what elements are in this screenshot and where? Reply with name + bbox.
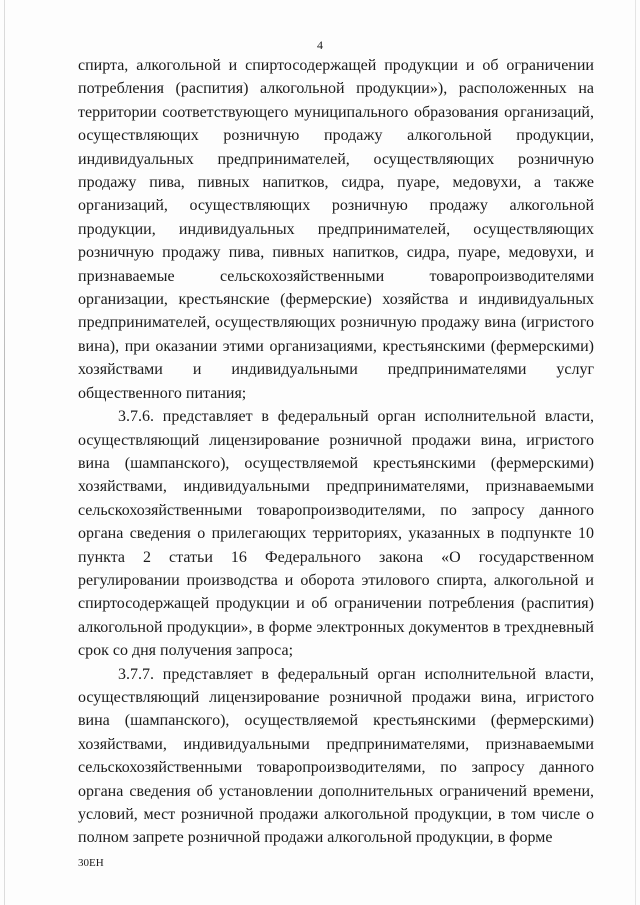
paragraph-3-7-6: 3.7.6. представляет в федеральный орган исполнительной власти, осуществляющий лицензирование розничной продажи вина, игристого вина (шампанского), осуществляемой крестьянскими (фермерскими) хозяйствами, индивидуальными предпринимателями, признаваемыми сельскохозяйственными товаропроизводителями, по запросу данного органа сведения о прилегающих территориях, указанных в подпункте 10 пункта 2 статьи 16 Федерального закона «О государственном регулировании производства и оборота этилового спирта, алкогольной и спиртосодержащей продукции и об ограничении потребления (распития) алкогольной продукции», в форме электронных документов в трехдневный срок со дня получения запроса; [78, 408, 594, 660]
page-number: 4 [317, 38, 323, 52]
paragraph-3-7-7: 3.7.7. представляет в федеральный орган исполнительной власти, осуществляющий лицензирование розничной продажи вина, игристого вина (шампанского), осуществляемой крестьянскими (фермерскими) хозяйствами, индивидуальными предпринимателями, признаваемыми сельскохозяйственными товаропроизводителями, по запросу данного органа сведения об установлении дополнительных ограничений времени, условий, мест розничной продажи алкогольной продукции, в том числе о полном запрете розничной продажи алкогольной продукции, в форме [78, 665, 594, 847]
body-text [78, 54, 594, 850]
scan-edge-right [635, 0, 636, 905]
footer-code: 30ЕН [78, 857, 104, 869]
paragraph-continuation: спирта, алкогольной и спиртосодержащей продукции и об ограничении потребления (распития) алкогольной продукции»), расположенных на территории соответствующего муниципального образования организаций, осуществляющих розничную продажу алкогольной продукции, индивидуальных предпринимателей, осуществляющих розничную продажу пива, пивных напитков, сидра, пуаре, медовухи, а также организаций, осуществляющих розничную продажу алкогольной продукции, индивидуальных предпринимателей, осуществляющих розничную продажу пива, пивных напитков, сидра, пуаре, медовухи, и признаваемые сельскохозяйственными товаропроизводителями организации, крестьянские (фермерские) хозяйства и индивидуальных предпринимателей, осуществляющих розничную продажу вина (игристого вина), при оказании этими организациями, крестьянскими (фермерскими) хозяйствами и индивидуальными предпринимателями услуг общественного питания; [78, 57, 594, 402]
scan-edge-left [4, 0, 5, 905]
